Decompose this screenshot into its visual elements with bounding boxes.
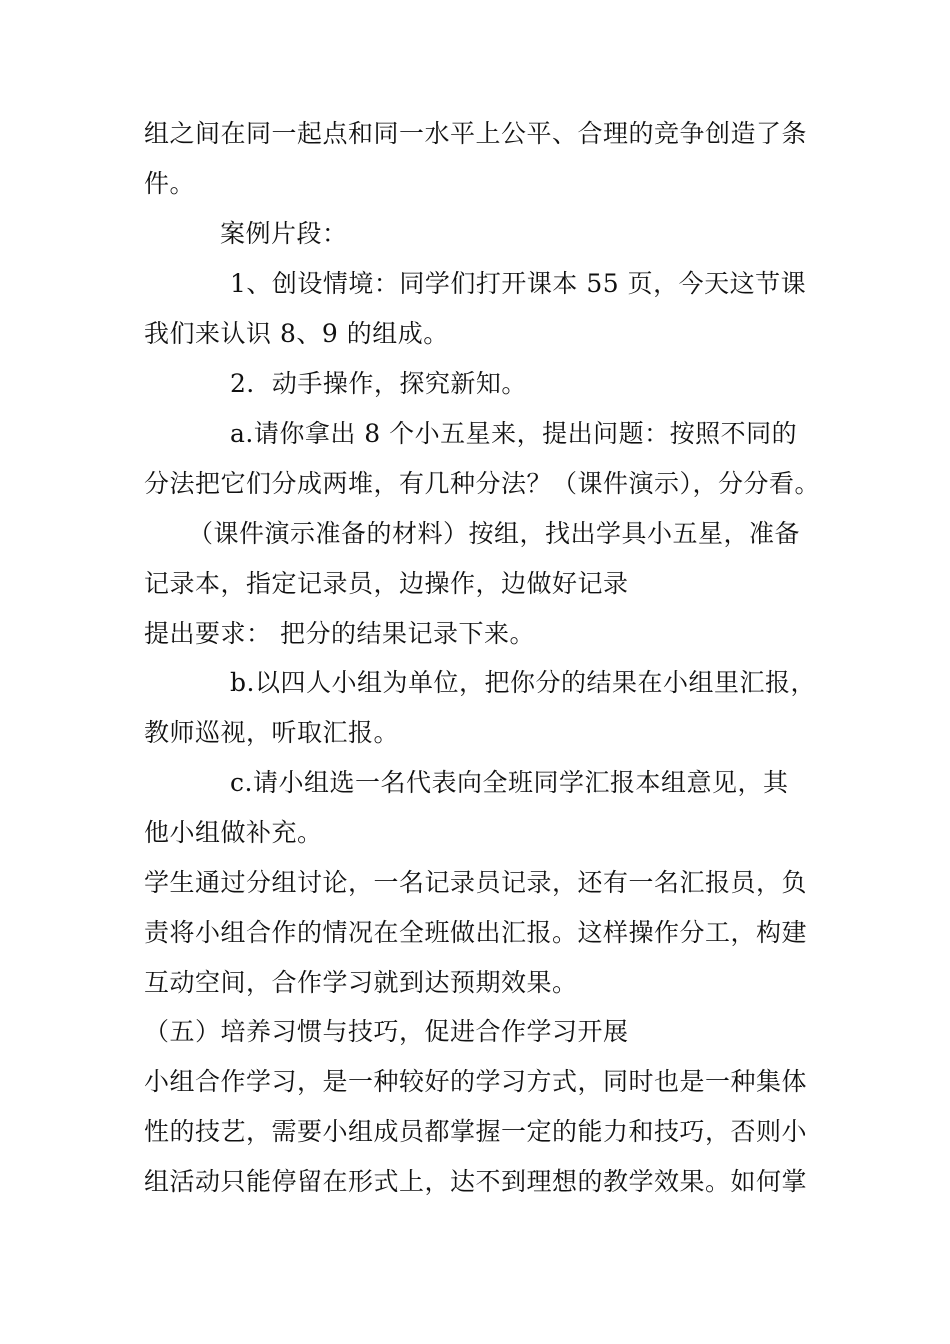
- text-line: 组之间在同一起点和同一水平上公平、合理的竞争创造了条: [144, 119, 808, 148]
- text-line: 1、创设情境：同学们打开课本 55 页，今天这节课: [230, 269, 807, 298]
- text-line: 他小组做补充。: [144, 818, 323, 847]
- text-line: 组活动只能停留在形式上，达不到理想的教学效果。如何掌: [144, 1167, 808, 1196]
- text-line: 小组合作学习，是一种较好的学习方式，同时也是一种集体: [144, 1067, 808, 1096]
- text-line: 学生通过分组讨论，一名记录员记录，还有一名汇报员，负: [144, 868, 808, 897]
- text-line: 案例片段：: [220, 219, 348, 248]
- text-line: b.以四人小组为单位，把你分的结果在小组里汇报，: [230, 668, 816, 697]
- text-line: 互动空间，合作学习就到达预期效果。: [144, 968, 578, 997]
- text-line: 记录本，指定记录员，边操作，边做好记录: [144, 569, 629, 598]
- text-line: 提出要求： 把分的结果记录下来。: [144, 619, 535, 648]
- text-line: 2．动手操作，探究新知。: [230, 369, 527, 398]
- text-line: 分法把它们分成两堆，有几种分法？（课件演示），分分看。: [144, 469, 821, 498]
- text-line: c.请小组选一名代表向全班同学汇报本组意见，其: [230, 768, 789, 797]
- text-line: a.请你拿出 8 个小五星来，提出问题：按照不同的: [230, 419, 798, 448]
- text-line: 件。: [144, 169, 196, 198]
- text-line: 我们来认识 8、9 的组成。: [144, 319, 449, 348]
- text-line: 责将小组合作的情况在全班做出汇报。这样操作分工，构建: [144, 918, 808, 947]
- text-line: 教师巡视，听取汇报。: [144, 718, 400, 747]
- text-line: （课件演示准备的材料）按组，找出学具小五星，准备: [188, 519, 801, 548]
- section-heading: （五）培养习惯与技巧，促进合作学习开展: [144, 1017, 629, 1046]
- text-line: 性的技艺，需要小组成员都掌握一定的能力和技巧，否则小: [144, 1117, 808, 1146]
